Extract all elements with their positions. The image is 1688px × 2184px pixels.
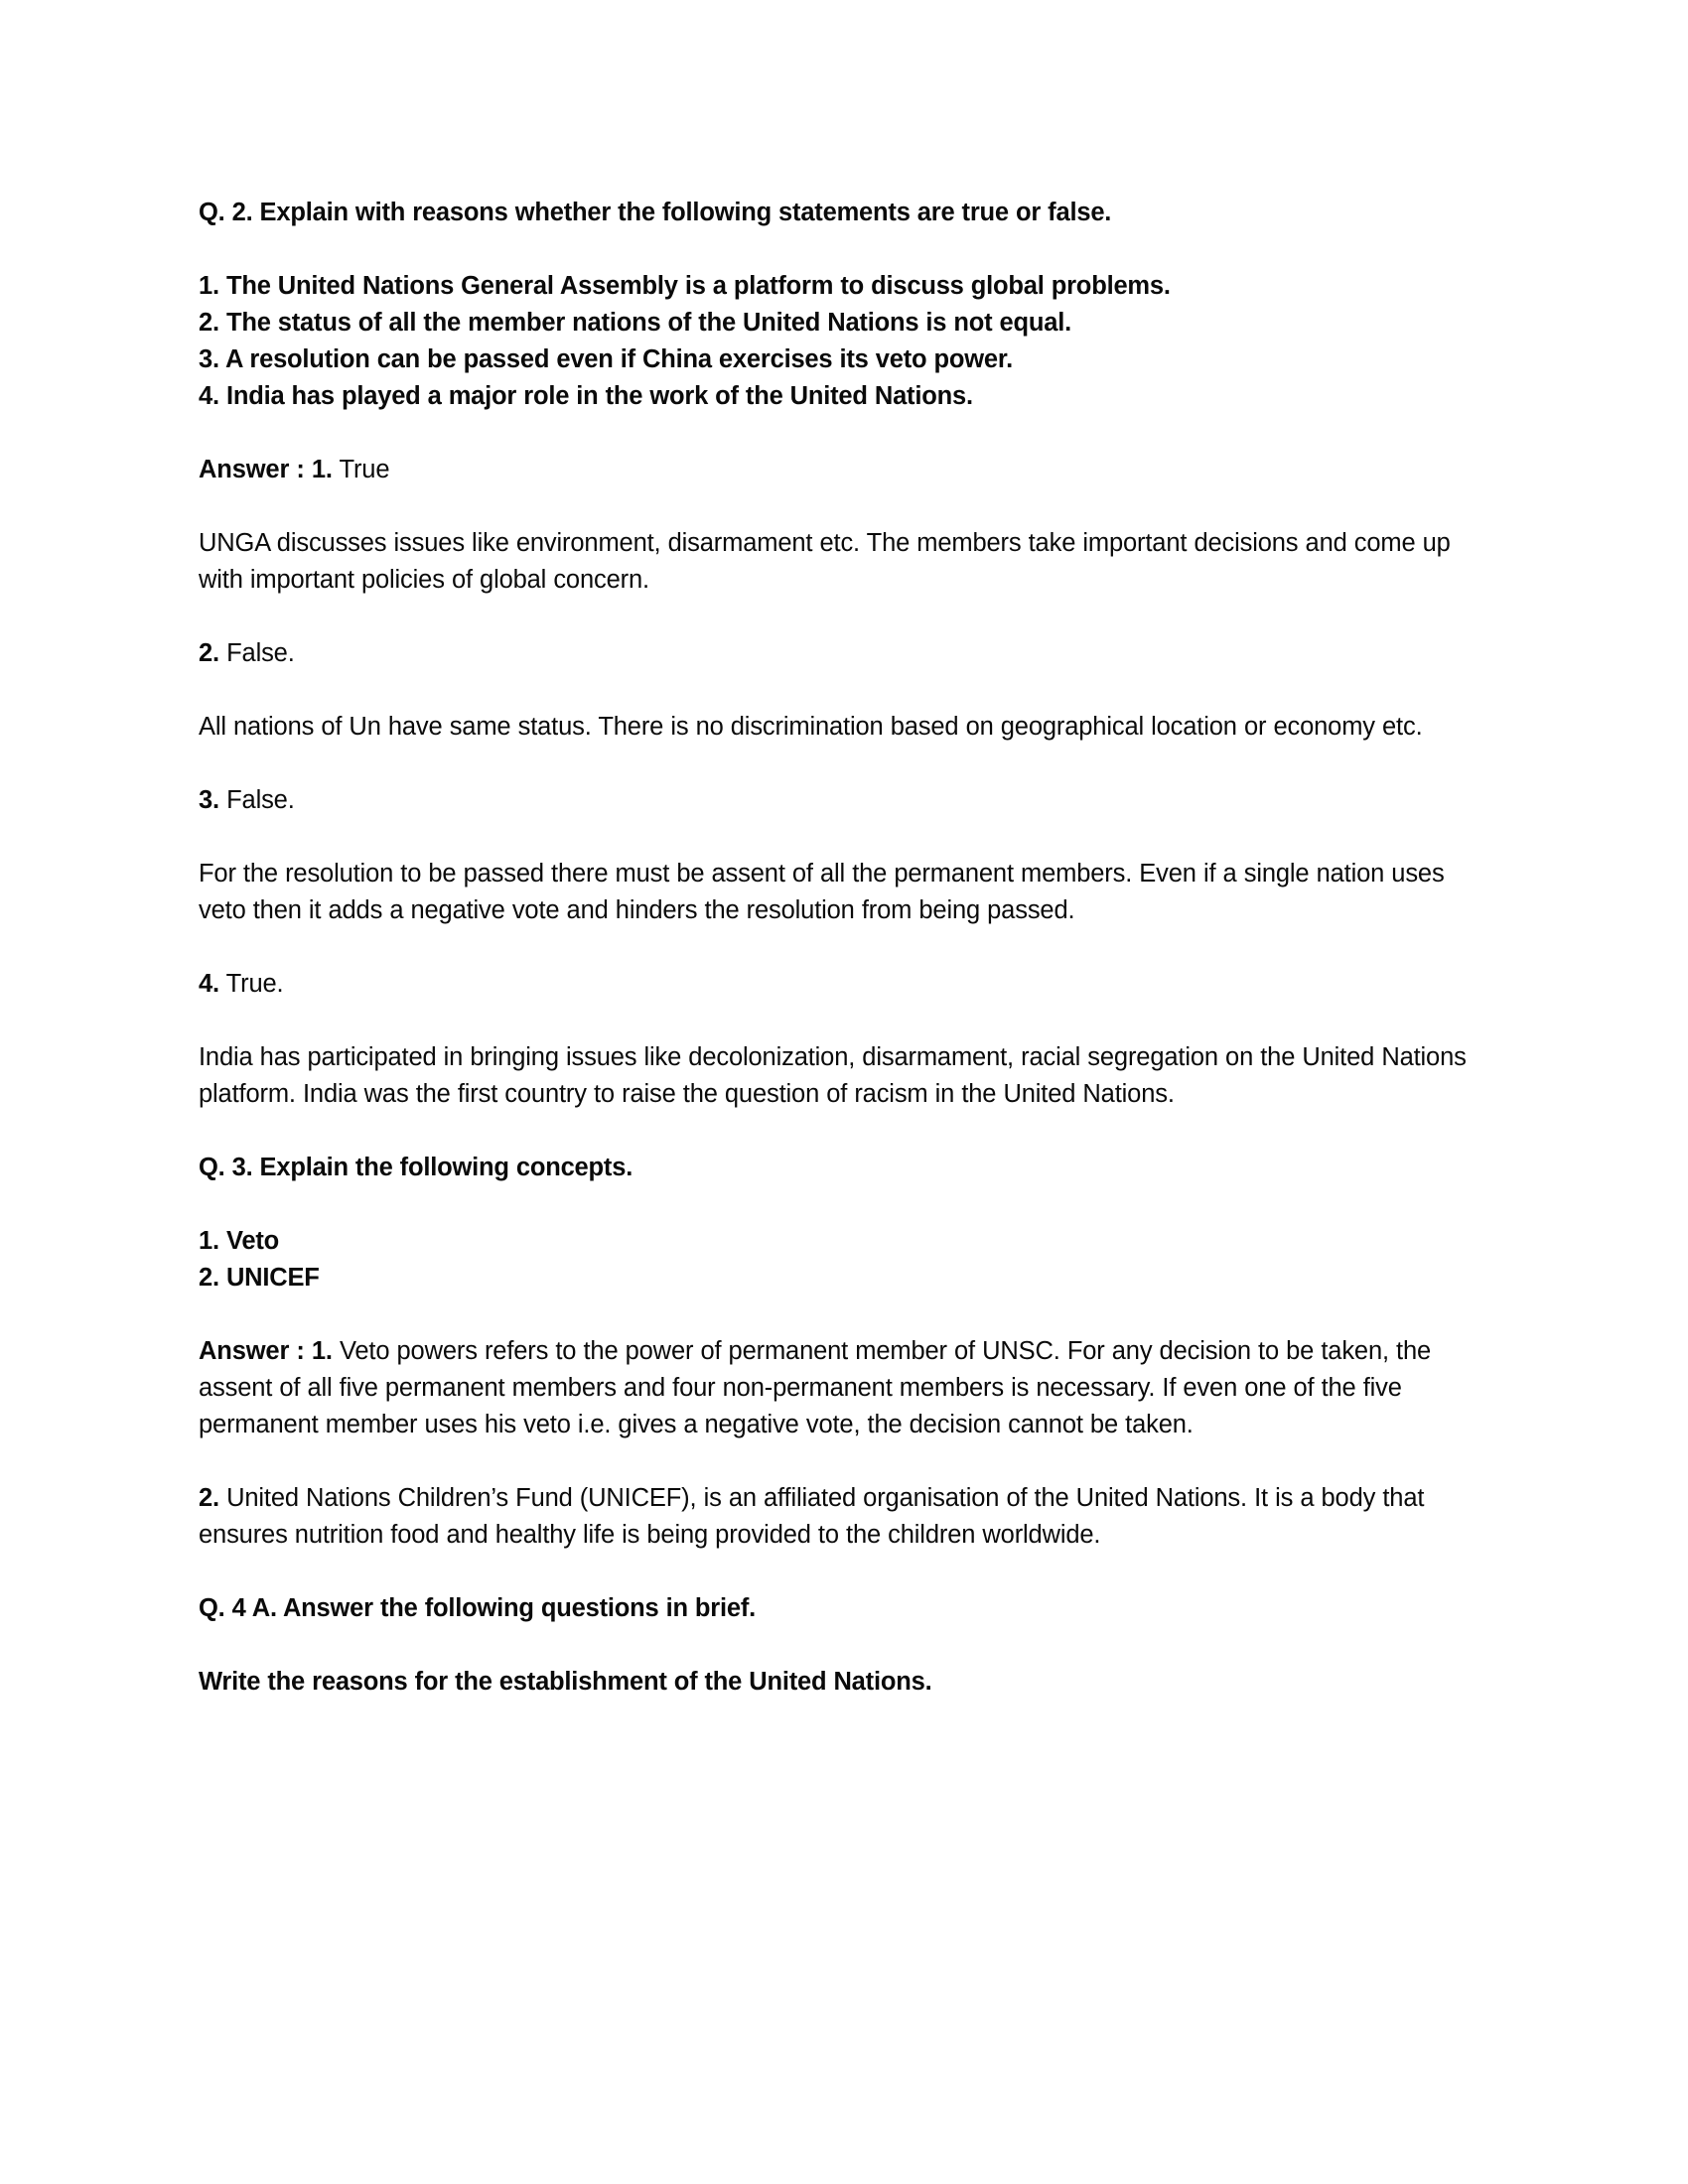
answer-4-explanation: India has participated in bringing issues like decolonization, disarmament, racial segregation on the United Nations platform. India was the first country to raise the question of racism in the United Nations. [199, 1043, 1467, 1108]
answer-2-verdict: False. [226, 639, 295, 667]
question-4a-heading: Q. 4 A. Answer the following questions in brief. [199, 1594, 757, 1622]
answer-3-verdict-line [199, 782, 1494, 819]
statement-item-3: 3. A resolution can be passed even if China exercises its veto power. [199, 345, 1014, 373]
question-2-statement-list [199, 268, 1494, 415]
answer-1-verdict: True [339, 456, 390, 483]
question-3-heading: Q. 3. Explain the following concepts. [199, 1154, 633, 1181]
concept-answer-2 [199, 1480, 1494, 1554]
concept-answer-1 [199, 1333, 1494, 1443]
question-3-concept-list [199, 1223, 1494, 1297]
concept-answer-2-text: United Nations Children’s Fund (UNICEF), is an affiliated organisation of the United Nations. It is a body that ensures nutrition food and healthy life is being provided to the children worldwide. [199, 1484, 1425, 1549]
statement-item-4: 4. India has played a major role in the work of the United Nations. [199, 382, 973, 410]
statement-item-2: 2. The status of all the member nations of the United Nations is not equal. [199, 309, 1071, 337]
concept-answer-1-text: Veto powers refers to the power of permanent member of UNSC. For any decision to be taken, the assent of all five permanent members and four non-permanent members is necessary. If even one of the five permanent member uses his veto i.e. gives a negative vote, the decision cannot be taken. [199, 1337, 1432, 1438]
answer-3-explanation: For the resolution to be passed there must be assent of all the permanent members. Even if a single nation uses veto then it adds a negative vote and hinders the resolution from being passed. [199, 860, 1445, 924]
question-2-heading: Q. 2. Explain with reasons whether the following statements are true or false. [199, 199, 1112, 226]
concept-answer-2-marker: 2. [199, 1484, 219, 1512]
concept-item-1: 1. Veto [199, 1227, 280, 1255]
answer-2-verdict-line [199, 635, 1494, 672]
answer-4-verdict-line [199, 966, 1494, 1003]
answer-3-marker: 3. [199, 786, 219, 814]
answer-4-marker: 4. [199, 970, 219, 998]
answer-1-verdict-line [199, 452, 1494, 488]
question-4a-prompt: Write the reasons for the establishment of the United Nations. [199, 1668, 932, 1696]
concept-item-2: 2. UNICEF [199, 1264, 320, 1292]
answer-3-verdict: False. [226, 786, 295, 814]
concept-answer-1-marker: Answer : 1. [199, 1337, 333, 1365]
answer-4-verdict: True. [225, 970, 284, 998]
answer-1-explanation: UNGA discusses issues like environment, disarmament etc. The members take important decisions and come up with important policies of global concern. [199, 529, 1451, 594]
answer-1-marker: Answer : 1. [199, 456, 333, 483]
statement-item-1: 1. The United Nations General Assembly is a platform to discuss global problems. [199, 272, 1171, 300]
answer-2-explanation: All nations of Un have same status. There is no discrimination based on geographical location or economy etc. [199, 713, 1423, 741]
answer-2-marker: 2. [199, 639, 219, 667]
document-body [199, 195, 1494, 1701]
